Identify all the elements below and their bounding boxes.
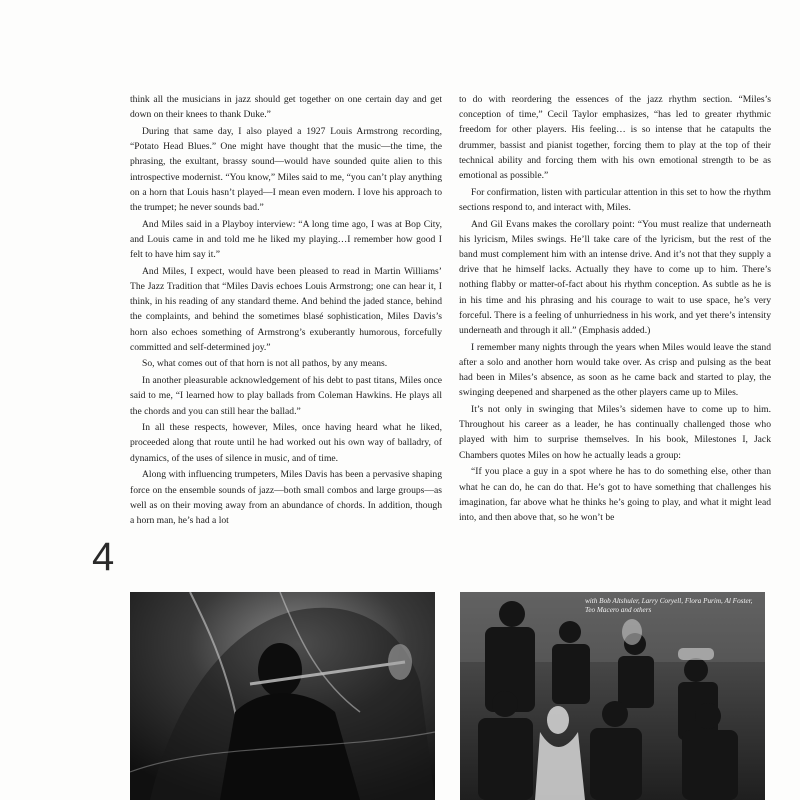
left-text-column <box>130 92 442 530</box>
paragraph: And Gil Evans makes the corollary point: “You must realize that underneath his lyricism, Miles swings. He’ll take care of the lyricism, but the rest of the band must complement him with an intense drive. And it’s not that they supply a drive that he himself lacks. Actually they have to come up to him. There’s nothing flabby or matter-of-fact about his rhythm conception. As subtle as he is in his time and his phrasing and his courage to wait to use space, he’s very forceful. There is a feeling of unhurriedness in his work, and yet there’s intensity underneath and through it all.” (Emphasis added.) <box>459 218 771 337</box>
paragraph: “If you place a guy in a spot where he has to do something else, other than what he can do, he can do that. He’s got to have something that challenges his imagination, far above what he thinks he’s going to play, and what it might lead into, and then above that, so he won’t be <box>459 466 771 523</box>
paragraph: And Miles said in a Playboy interview: “A long time ago, I was at Bop City, and Louis came in and told me he liked my playing…I remember how good I felt to have him say it.” <box>130 218 442 261</box>
right-text-column <box>459 92 771 527</box>
paragraph: think all the musicians in jazz should get together on one certain day and get down on their knees to thank Duke.” <box>130 94 442 121</box>
photo-group-image <box>460 592 765 800</box>
photo-group <box>460 592 765 800</box>
paragraph: So, what comes out of that horn is not all pathos, by any means. <box>142 358 388 370</box>
photo-caption: with Bob Altshuler, Larry Coryell, Flora Purim, Al Foster, Teo Macero and others <box>585 597 753 614</box>
paragraph: I remember many nights through the years when Miles would leave the stand after a solo and another horn would take over. As crisp and pulsing as the beat had been in Miles’s absence, as soon as he came back and started to play, the swinging deepened and sharpened as the other players came up to Miles. <box>459 341 771 399</box>
paragraph: In all these respects, however, Miles, once having heard what he liked, proceeded along that route until he had worked out his own way of balladry, of dynamics, of the uses of silence in music, and of time. <box>130 422 442 464</box>
page-number: 4 <box>92 535 115 579</box>
paragraph: It’s not only in swinging that Miles’s sidemen have to come up to him. Throughout his career as a leader, he has continually challenged those who played with him to surprise themselves. In his book, Milestones I, Jack Chambers quotes Miles on how he actually leads a group: <box>459 404 771 461</box>
paragraph: In another pleasurable acknowledgement of his debt to past titans, Miles once said to me, “I learned how to play ballads from Coleman Hawkins. He plays all the chords and you can still hear the ballad.” <box>130 375 442 417</box>
paragraph: During that same day, I also played a 1927 Louis Armstrong recording, “Potato Head Blues.” One might have thought that the music—the time, the phrasing, the exultant, brassy sound—would have sounded quite alien to this introspective modernist. “You know,” Miles said to me, “you can’t play anything on a horn that Louis hasn’t played—I mean even modern. I love his approach to the trumpet; he never sounds bad.” <box>130 125 442 213</box>
paragraph: to do with reordering the essences of the jazz rhythm section. “Miles’s conception of time,” Cecil Taylor emphasizes, “has led to greater rhythmic freedom for other players. His feeling… is so intense that he catapults the drummer, bassist and pianist together, forcing them to play at the top of their technical ability and forcing them with his own emotional strength to be as emotional as possible.” <box>459 94 771 182</box>
paragraph: Along with influencing trumpeters, Miles Davis has been a pervasive shaping force on the ensemble sounds of jazz—both small combos and large groups—as well as on their moving away from an abundance of chords. In addition, though a horn man, he’s had a lot <box>130 469 442 526</box>
paragraph: And Miles, I expect, would have been pleased to read in Martin Williams’ The Jazz Tradition that “Miles Davis echoes Louis Armstrong; one can hear it, I think, in his reading of any standard theme. And behind the jaded stance, behind the complaints, and behind the sometimes blasé sophistication, Miles Davis’s horn also echoes something of Armstrong’s exuberantly humorous, forcefully committed and self-determined joy.” <box>130 265 442 353</box>
photo-miles-performing-image <box>130 592 435 800</box>
photo-miles-performing <box>130 592 435 800</box>
paragraph: For confirmation, listen with particular attention in this set to how the rhythm sections respond to, and interact with, Miles. <box>459 186 771 213</box>
